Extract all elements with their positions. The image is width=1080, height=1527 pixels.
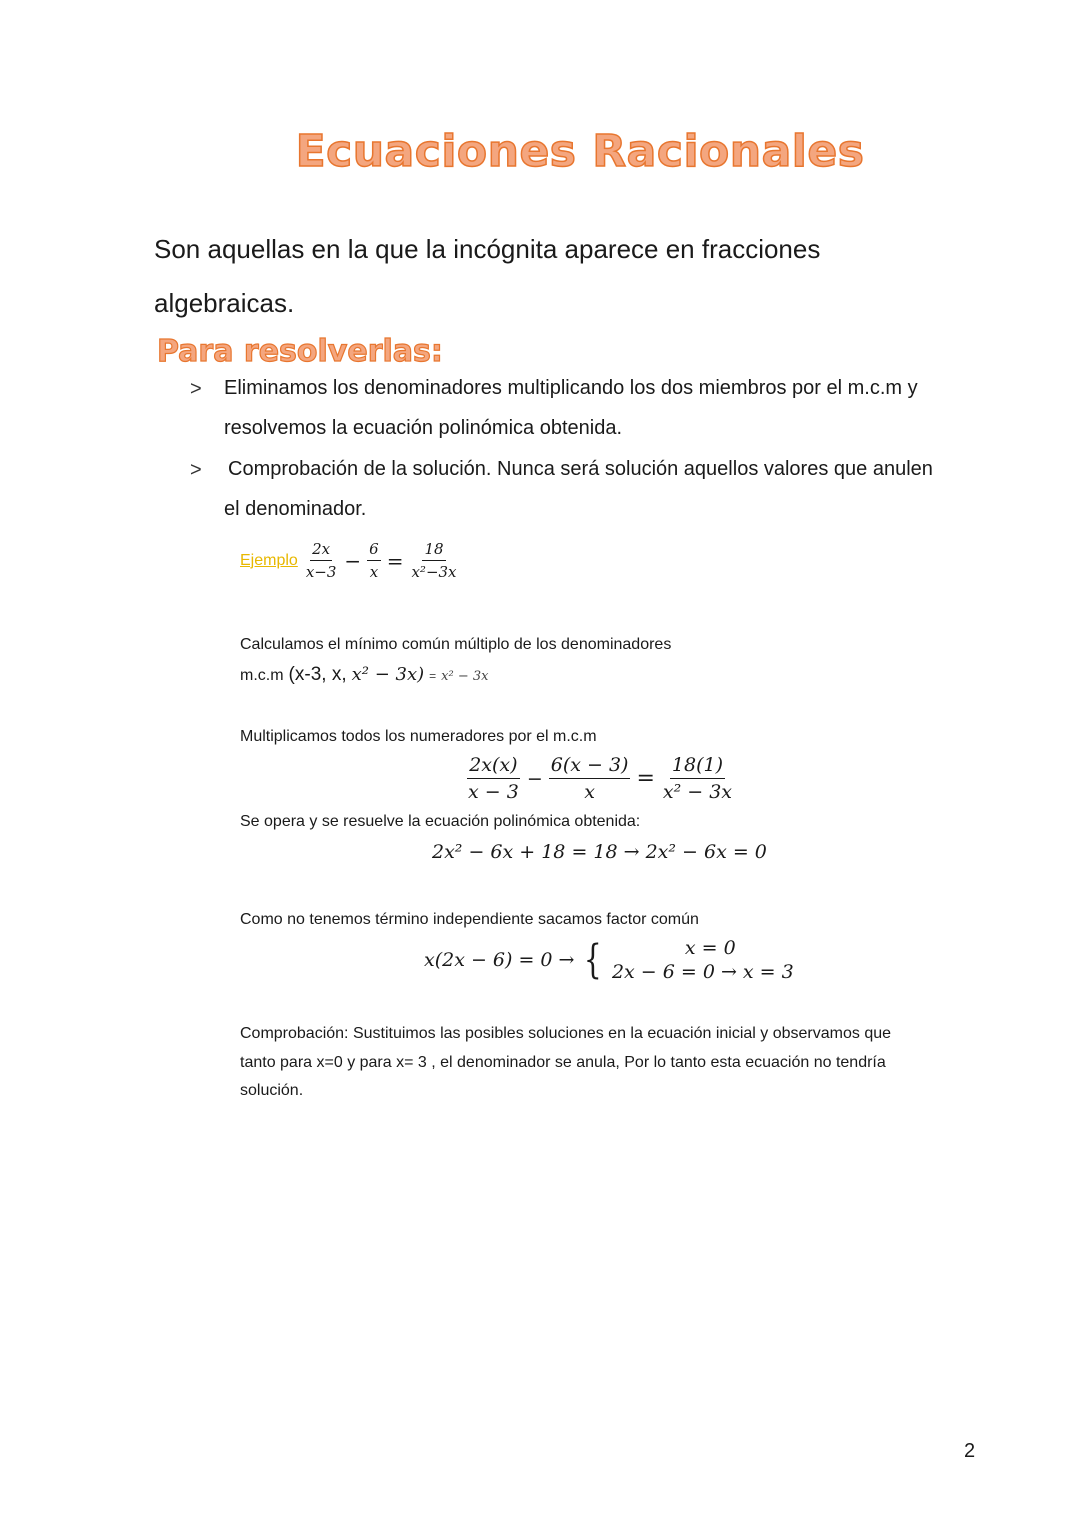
intro-paragraph: Son aquellas en la que la incógnita aparece en fracciones algebraicas. bbox=[154, 234, 821, 318]
section-heading: Para resolverlas: bbox=[157, 334, 443, 369]
mcm-line: m.c.m (x-3, x, x² − 3x) = x² − 3x bbox=[240, 664, 489, 685]
step-1-text: Calculamos el mínimo común múltiplo de los denominadores bbox=[240, 636, 672, 653]
step-2-text: Multiplicamos todos los numeradores por el m.c.m bbox=[240, 728, 597, 745]
step-4-text: Como no tenemos término independiente sacamos factor común bbox=[240, 911, 699, 928]
bullet-marker-1: > bbox=[190, 378, 202, 400]
bullet-1-line-2: resolvemos la ecuación polinómica obtenida. bbox=[224, 417, 623, 439]
multiplied-equation: $\frac{2x(x)}{x - 3}$ − $\frac{6(x - 3)}{x}$ = $\frac{18(1)}{\text{x² − 3x}}$ bbox=[468, 754, 733, 803]
example-link[interactable]: Ejemplo bbox=[240, 551, 298, 569]
polynomial-equation: 2x² − 6x + 18 = 18 → 2x² − 6x = 0 bbox=[432, 841, 767, 863]
page-number: 2 bbox=[964, 1440, 976, 1462]
example-fraction-1: $\frac{2x}{x-3}$ bbox=[305, 540, 337, 581]
bullet-marker-2: > bbox=[190, 459, 202, 481]
page-title: Ecuaciones Racionales bbox=[295, 126, 865, 177]
factored-equation: x(2x − 6) = 0 → { x = 0 2x − 6 = 0 → x = 3 bbox=[424, 937, 794, 983]
example-fraction-2: $\frac{6}{x}$ bbox=[369, 540, 379, 581]
step-3-text: Se opera y se resuelve la ecuación polinómica obtenida: bbox=[240, 813, 641, 830]
check-line-2: tanto para x=0 y para x= 3 , el denominador se anula, Por lo tanto esta ecuación no tendría bbox=[240, 1054, 886, 1071]
bullet-2-line-1: Comprobación de la solución. Nunca será solución aquellos valores que anulen bbox=[228, 458, 933, 480]
check-line-3: solución. bbox=[240, 1082, 304, 1099]
example-fraction-3: $\frac{18}{\text{x²−3x}}$ bbox=[411, 540, 457, 581]
check-line-1: Comprobación: Sustituimos las posibles soluciones en la ecuación inicial y observamos que bbox=[240, 1025, 892, 1042]
example-equation: Ejemplo $\frac{2x}{x-3}$ − $\frac{6}{x}$ = $\frac{18}{\text{x²−3x}}$ bbox=[240, 540, 457, 581]
bullet-2-line-2: el denominador. bbox=[224, 498, 367, 520]
bullet-1-line-1: Eliminamos los denominadores multiplicando los dos miembros por el m.c.m y bbox=[224, 377, 918, 399]
